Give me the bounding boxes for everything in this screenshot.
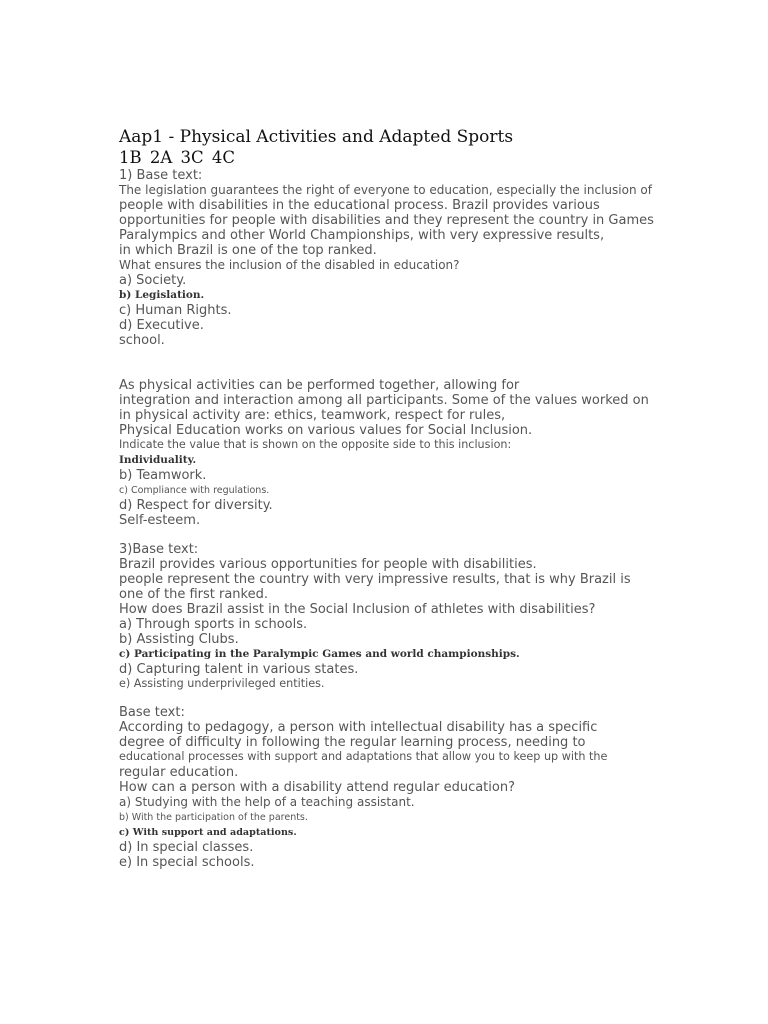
q2-text-line: Physical Education works on various values for Social Inclusion.: [119, 423, 533, 438]
q4-text-line: degree of difficulty in following the regular learning process, needing to: [119, 735, 586, 750]
q3-option-b: b) Assisting Clubs.: [119, 631, 239, 647]
q4-option-e: e) In special schools.: [119, 854, 255, 870]
q1-option-b: b) Legislation.: [119, 289, 205, 301]
q1-option-c: c) Human Rights.: [119, 303, 232, 318]
q2-text-line: As physical activities can be performed together, allowing for: [119, 378, 520, 393]
q4-text-line: educational processes with support and adaptations that allow you to keep up with the: [119, 750, 608, 763]
question-3: [119, 542, 719, 692]
q1-text-line: The legislation guarantees the right of everyone to education, especially the inclusion of: [119, 183, 652, 197]
q2-text-line: in physical activity are: ethics, teamwork, respect for rules,: [119, 408, 506, 423]
q4-option-b: b) With the participation of the parents.: [119, 811, 308, 823]
q1-question: What ensures the inclusion of the disabled in education?: [119, 258, 460, 272]
q2-option-a: Individuality.: [119, 453, 197, 466]
question-4: [119, 705, 719, 870]
q1-text-line: in which Brazil is one of the top ranked.: [119, 243, 377, 258]
document-title: Aap1 - Physical Activities and Adapted Sports: [119, 127, 514, 147]
q3-label: 3)Base text:: [119, 541, 199, 557]
q2-text-line: integration and interaction among all participants. Some of the values worked on: [119, 393, 649, 408]
q3-option-d: d) Capturing talent in various states.: [119, 661, 359, 677]
q1-option-a: a) Society.: [119, 273, 187, 288]
q4-option-a: a) Studying with the help of a teaching assistant.: [119, 794, 415, 809]
q4-option-c: c) With support and adaptations.: [119, 826, 297, 838]
q4-text-line: According to pedagogy, a person with intellectual disability has a specific: [119, 720, 598, 735]
q1-text-line: Paralympics and other World Championships, with very expressive results,: [119, 228, 605, 243]
q3-text-line: Brazil provides various opportunities for people with disabilities.: [119, 556, 537, 572]
question-1: [119, 168, 719, 348]
q1-option-e: school.: [119, 333, 165, 348]
q1-label: 1) Base text:: [119, 168, 203, 183]
q4-question: How can a person with a disability attend regular education?: [119, 779, 515, 795]
q3-text-line: one of the first ranked.: [119, 586, 268, 602]
q4-label: Base text:: [119, 705, 185, 720]
q2-option-c: c) Compliance with regulations.: [119, 484, 270, 496]
q3-option-a: a) Through sports in schools.: [119, 616, 308, 632]
answer-key: 1B 2A 3C 4C: [119, 148, 236, 167]
q3-option-c: c) Participating in the Paralympic Games and world championships.: [119, 647, 520, 660]
q2-option-d: d) Respect for diversity.: [119, 497, 273, 513]
q4-option-d: d) In special classes.: [119, 839, 254, 855]
q1-text-line: opportunities for people with disabilities and they represent the country in Games: [119, 213, 654, 228]
q4-text-line: regular education.: [119, 764, 239, 780]
q1-text-line: people with disabilities in the educational process. Brazil provides various: [119, 198, 600, 213]
q3-option-e: e) Assisting underprivileged entities.: [119, 676, 325, 690]
q1-option-d: d) Executive.: [119, 318, 204, 333]
q3-question: How does Brazil assist in the Social Inclusion of athletes with disabilities?: [119, 601, 596, 617]
q2-question: Indicate the value that is shown on the opposite side to this inclusion:: [119, 438, 512, 451]
document-page: [119, 126, 719, 870]
q2-option-e: Self-esteem.: [119, 512, 201, 528]
q3-text-line: people represent the country with very impressive results, that is why Brazil is: [119, 571, 631, 587]
question-2: [119, 378, 719, 528]
q2-option-b: b) Teamwork.: [119, 467, 207, 483]
